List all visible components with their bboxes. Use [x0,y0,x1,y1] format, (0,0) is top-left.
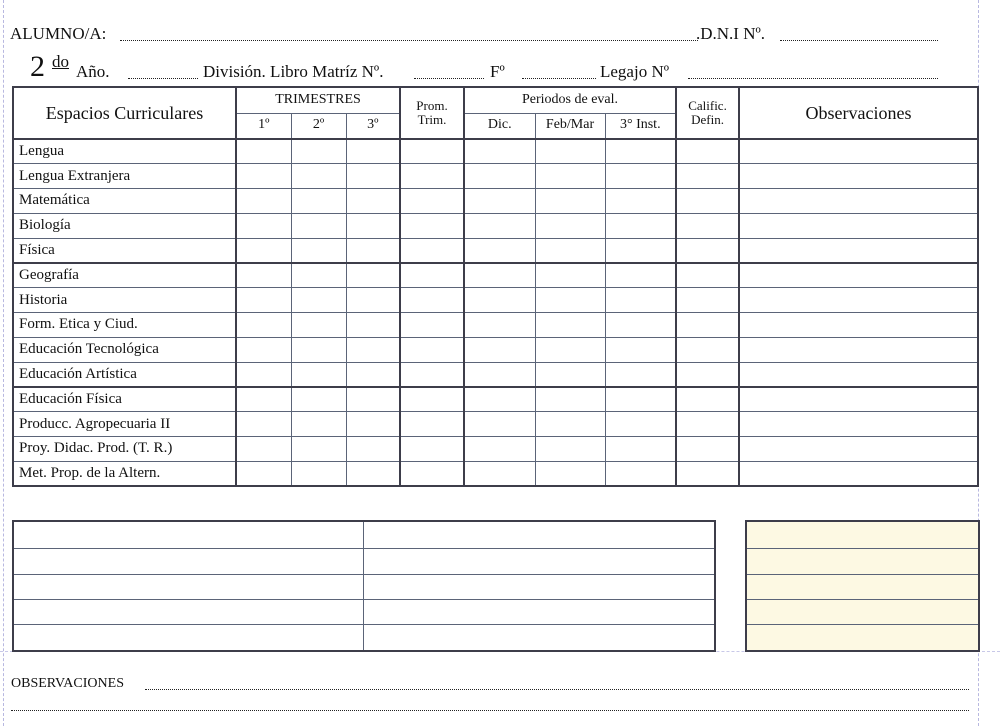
grade-cell[interactable] [236,213,291,238]
subject-name: Form. Etica y Ciud. [13,313,236,338]
grade-cell[interactable] [605,412,676,437]
grade-cell[interactable] [739,362,978,387]
registration-line [10,50,940,84]
grade-cell[interactable] [676,461,739,486]
subject-name: Matemática [13,189,236,214]
grade-cell[interactable] [400,437,464,462]
grade-cell[interactable] [605,313,676,338]
grade-cell[interactable] [535,437,605,462]
grade-cell[interactable] [739,189,978,214]
subject-name: Educación Artística [13,362,236,387]
subject-row [13,461,978,486]
grade-cell[interactable] [291,313,346,338]
subject-name: Lengua Extranjera [13,164,236,189]
subject-name: Educación Física [13,387,236,412]
folio-label: Fº [490,62,505,81]
grade-cell[interactable] [676,288,739,313]
grade-cell[interactable] [346,313,400,338]
subject-row [13,213,978,238]
grade-cell[interactable] [676,263,739,288]
grade-cell[interactable] [291,164,346,189]
subject-name: Geografía [13,263,236,288]
grade-cell[interactable] [236,362,291,387]
grade-cell[interactable] [346,461,400,486]
student-line [10,24,940,48]
grade-cell[interactable] [676,437,739,462]
summary-row-line [14,624,714,625]
grade-cell[interactable] [346,189,400,214]
subject-name: Biología [13,213,236,238]
grade-cell[interactable] [346,213,400,238]
grade-cell[interactable] [739,213,978,238]
grade-cell[interactable] [236,412,291,437]
dni-field[interactable] [780,40,938,41]
subject-row [13,437,978,462]
grade-cell[interactable] [605,189,676,214]
grade-cell[interactable] [605,337,676,362]
year-number: 2 do [30,50,69,83]
grade-cell[interactable] [464,263,535,288]
subject-name: Lengua [13,139,236,164]
header-periodos: Periodos de eval. [464,87,676,113]
subject-row [13,387,978,412]
grade-cell[interactable] [236,313,291,338]
summary-divider [363,522,364,650]
grade-cell[interactable] [236,461,291,486]
header-dic: Dic. [464,113,535,139]
folio-field[interactable] [522,78,596,79]
subject-row [13,362,978,387]
grade-cell[interactable] [739,238,978,263]
grade-cell[interactable] [676,139,739,164]
grade-cell[interactable] [346,437,400,462]
grade-cell[interactable] [400,337,464,362]
subject-row [13,337,978,362]
grade-cell[interactable] [400,238,464,263]
grade-cell[interactable] [346,387,400,412]
grade-cell[interactable] [291,189,346,214]
highlight-row-line [747,548,978,549]
grade-cell[interactable] [464,412,535,437]
subject-row [13,412,978,437]
year-suffix: do [52,52,69,71]
grade-cell[interactable] [400,164,464,189]
observaciones-field-2[interactable] [11,710,969,711]
grade-cell[interactable] [400,263,464,288]
grade-cell[interactable] [676,362,739,387]
grade-cell[interactable] [739,387,978,412]
grade-cell[interactable] [236,139,291,164]
subject-row [13,263,978,288]
grade-cell[interactable] [236,337,291,362]
subject-row [13,164,978,189]
grade-cell[interactable] [236,164,291,189]
grade-cell[interactable] [739,337,978,362]
grade-cell[interactable] [346,412,400,437]
header-trim-1: 1º [236,113,291,139]
highlight-row-line [747,574,978,575]
grade-cell[interactable] [739,461,978,486]
grade-cell[interactable] [535,387,605,412]
grade-cell[interactable] [400,412,464,437]
summary-grid [12,520,716,652]
subject-name: Historia [13,288,236,313]
subject-row [13,189,978,214]
grade-cell[interactable] [535,412,605,437]
subject-name: Proy. Didac. Prod. (T. R.) [13,437,236,462]
subject-name: Física [13,238,236,263]
grade-cell[interactable] [346,139,400,164]
header-trim-3: 3º [346,113,400,139]
grade-cell[interactable] [535,461,605,486]
grade-cell[interactable] [739,288,978,313]
grade-cell[interactable] [464,238,535,263]
grade-cell[interactable] [464,139,535,164]
grade-cell[interactable] [400,461,464,486]
grade-cell[interactable] [605,213,676,238]
grade-cell[interactable] [605,139,676,164]
observaciones-line [11,676,969,696]
grade-cell[interactable] [464,337,535,362]
grade-cell[interactable] [535,263,605,288]
grade-cell[interactable] [535,313,605,338]
grade-cell[interactable] [236,263,291,288]
header-prom: Prom. Trim. [400,87,464,139]
grade-cell[interactable] [676,164,739,189]
highlight-row-line [747,599,978,600]
subject-row [13,313,978,338]
grade-cell[interactable] [605,288,676,313]
legajo-field[interactable] [688,78,938,79]
grade-cell[interactable] [291,337,346,362]
grade-cell[interactable] [739,437,978,462]
grade-cell[interactable] [346,288,400,313]
page-guide-left [3,0,4,726]
grade-cell[interactable] [605,164,676,189]
grade-cell[interactable] [676,238,739,263]
grade-cell[interactable] [346,263,400,288]
grade-cell[interactable] [605,362,676,387]
anio-label: Año. [76,62,110,81]
grade-cell[interactable] [676,387,739,412]
grade-cell[interactable] [535,164,605,189]
highlight-box[interactable] [745,520,980,652]
grade-cell[interactable] [605,263,676,288]
header-observaciones: Observaciones [739,87,978,139]
grade-cell[interactable] [739,139,978,164]
grade-cell[interactable] [291,461,346,486]
grade-cell[interactable] [236,387,291,412]
grade-cell[interactable] [400,387,464,412]
grade-cell[interactable] [605,461,676,486]
grade-cell[interactable] [291,238,346,263]
subject-name: Educación Tecnológica [13,337,236,362]
grade-cell[interactable] [400,362,464,387]
header-espacios: Espacios Curriculares [13,87,236,139]
observaciones-field[interactable] [145,689,969,690]
header-trimestres: TRIMESTRES [236,87,400,113]
grade-cell[interactable] [236,288,291,313]
subject-name: Met. Prop. de la Altern. [13,461,236,486]
subject-row [13,238,978,263]
grade-cell[interactable] [291,213,346,238]
grade-cell[interactable] [676,412,739,437]
grade-cell[interactable] [236,238,291,263]
grade-cell[interactable] [464,213,535,238]
highlight-row-line [747,624,978,625]
grade-cell[interactable] [291,288,346,313]
summary-row-line [14,599,714,600]
grade-cell[interactable] [676,337,739,362]
grade-cell[interactable] [464,461,535,486]
grade-cell[interactable] [739,313,978,338]
grade-cell[interactable] [291,387,346,412]
grade-cell[interactable] [605,238,676,263]
grade-cell[interactable] [535,337,605,362]
grade-cell[interactable] [464,387,535,412]
grade-cell[interactable] [346,337,400,362]
grade-cell[interactable] [464,437,535,462]
grade-cell[interactable] [464,362,535,387]
grade-cell[interactable] [535,362,605,387]
grade-cell[interactable] [291,139,346,164]
grade-cell[interactable] [676,313,739,338]
grade-cell[interactable] [400,189,464,214]
grade-cell[interactable] [400,213,464,238]
header-calific: Calific. Defin. [676,87,739,139]
grade-cell[interactable] [346,164,400,189]
grade-cell[interactable] [464,189,535,214]
header-trim-2: 2º [291,113,346,139]
grade-cell[interactable] [400,139,464,164]
grade-cell[interactable] [291,412,346,437]
grade-cell[interactable] [535,139,605,164]
grade-cell[interactable] [676,213,739,238]
anio-field[interactable] [128,78,198,79]
libro-field[interactable] [414,78,484,79]
grade-cell[interactable] [291,362,346,387]
grade-cell[interactable] [346,362,400,387]
grade-cell[interactable] [464,288,535,313]
grade-cell[interactable] [605,387,676,412]
grade-cell[interactable] [291,437,346,462]
summary-row-line [14,574,714,575]
grade-cell[interactable] [605,437,676,462]
grade-cell[interactable] [464,313,535,338]
summary-row-line [14,548,714,549]
grade-cell[interactable] [236,189,291,214]
grade-cell[interactable] [535,213,605,238]
grades-table [12,86,979,487]
alumno-label: ALUMNO/A: [10,24,107,43]
grade-cell[interactable] [739,164,978,189]
grade-cell[interactable] [739,263,978,288]
grade-cell[interactable] [291,263,346,288]
grade-cell[interactable] [535,288,605,313]
header-febmar: Feb/Mar [535,113,605,139]
grade-cell[interactable] [400,288,464,313]
division-label: División. Libro Matríz Nº. [203,62,384,81]
grade-cell[interactable] [346,238,400,263]
legajo-label: Legajo Nº [600,62,669,81]
alumno-field[interactable] [120,40,698,41]
grade-cell[interactable] [535,238,605,263]
subject-name: Producc. Agropecuaria II [13,412,236,437]
subject-row [13,288,978,313]
header-3inst: 3° Inst. [605,113,676,139]
dni-label: .D.N.I Nº. [696,24,766,43]
subject-row [13,139,978,164]
observaciones-label: OBSERVACIONES [11,676,124,691]
grade-cell[interactable] [535,189,605,214]
grade-cell[interactable] [464,164,535,189]
grade-cell[interactable] [236,437,291,462]
grade-cell[interactable] [400,313,464,338]
grade-cell[interactable] [739,412,978,437]
grade-cell[interactable] [676,189,739,214]
